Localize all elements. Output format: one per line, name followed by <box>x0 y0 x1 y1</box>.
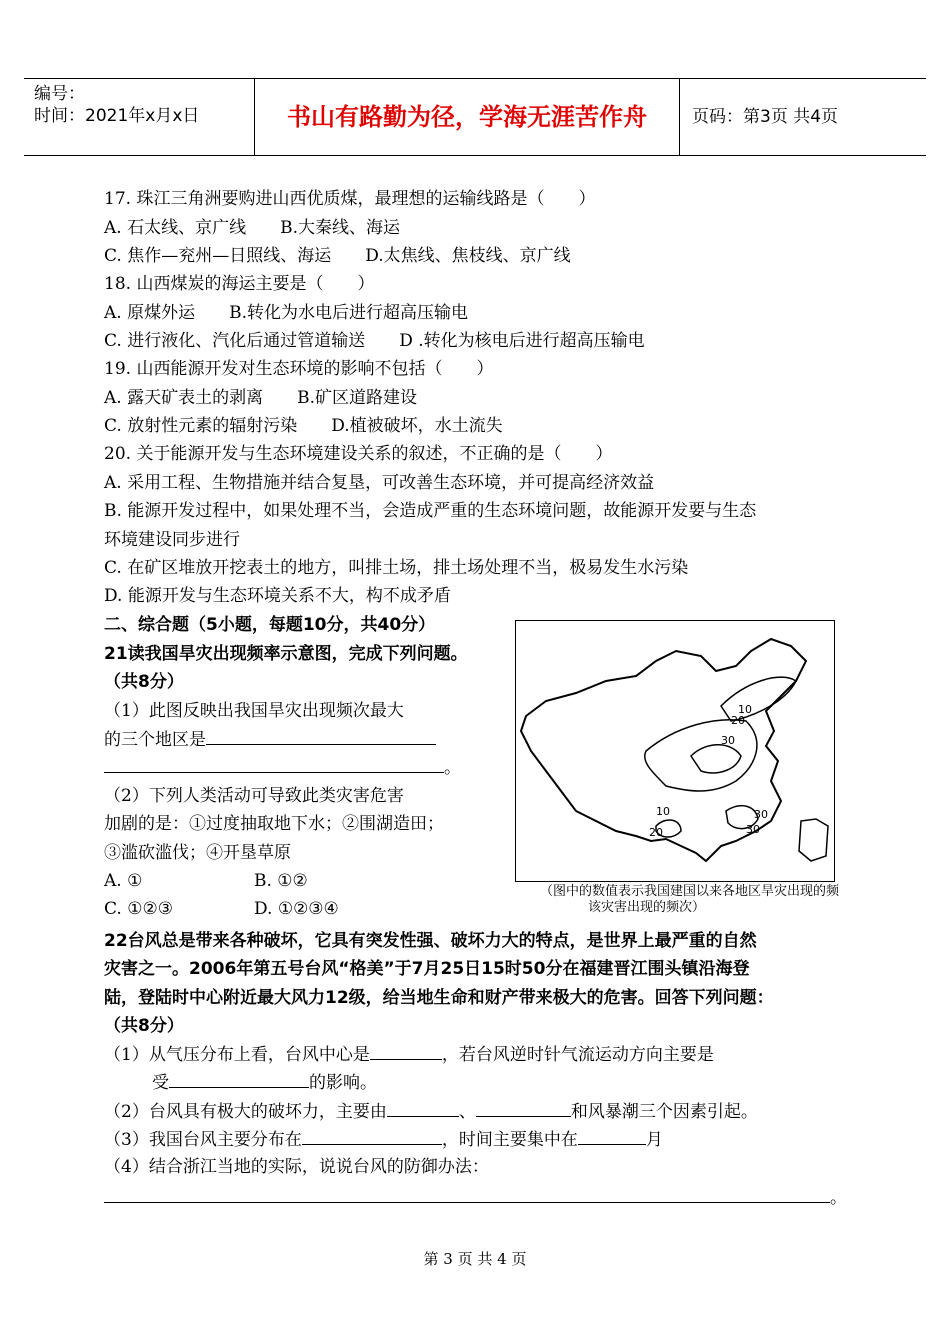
question-21-options-cd <box>104 898 339 920</box>
question-22-part1 <box>104 1043 714 1066</box>
question-21-part2-cont2: ③滥砍滥伐；④开垦草原 <box>104 843 291 863</box>
question-19-options-cd: C. 放射性元素的辐射污染 D.植被破坏，水土流失 <box>104 416 503 436</box>
question-19-stem: 19. 山西能源开发对生态环境的影响不包括（ ） <box>104 359 494 379</box>
period: 。 <box>444 758 461 778</box>
question-22-part1-cont <box>152 1071 377 1094</box>
question-22-line2: 灾害之一。2006年第五号台风“格美”于7月25日15时50分在福建晋江围头镇沿海登 <box>104 959 750 979</box>
map-caption-line2: 该灾害出现的频次） <box>588 900 706 915</box>
question-21-part1-label: 的三个地区是 <box>104 730 206 750</box>
header-motto: 书山有路勤为径，学海无涯苦作舟 <box>287 103 647 131</box>
contour-label: 20 <box>649 826 663 839</box>
question-19-options-ab: A. 露天矿表土的剥离 B.矿区道路建设 <box>104 388 417 408</box>
question-18-stem: 18. 山西煤炭的海运主要是（ ） <box>104 274 375 294</box>
question-21-part2: （2）下列人类活动可导致此类灾害危害 <box>104 786 404 806</box>
question-22-part2-sep: 、 <box>458 1102 476 1122</box>
question-20-option-d: D. 能源开发与生态环境关系不大，构不成矛盾 <box>104 586 451 606</box>
header-divider <box>679 79 680 155</box>
question-21-part1-answer-line-2 <box>104 756 461 779</box>
page-header <box>24 78 926 156</box>
map-caption-line1: （图中的数值表示我国建国以来各地区旱灾出现的频 <box>540 884 840 899</box>
answer-blank[interactable] <box>104 756 444 773</box>
china-map-outline <box>516 621 834 881</box>
section-2-title: 二、综合题（5小题，每题10分，共40分） <box>104 615 436 635</box>
question-17-stem: 17. 珠江三角洲要购进山西优质煤，最理想的运输线路是（ ） <box>104 189 596 209</box>
answer-blank[interactable] <box>578 1128 646 1145</box>
question-20-option-c: C. 在矿区堆放开挖表土的地方，叫排土场，排土场处理不当，极易发生水污染 <box>104 558 689 578</box>
question-18-options-cd: C. 进行液化、汽化后通过管道输送 D .转化为核电后进行超高压输电 <box>104 331 645 351</box>
question-22-part1-text: （1）从气压分布上看，台风中心是 <box>104 1045 370 1065</box>
question-22-part2-text2: 和风暴潮三个因素引起。 <box>570 1102 758 1122</box>
question-22-points: （共8分） <box>104 1016 184 1036</box>
question-22-part3-text: （3）我国台风主要分布在 <box>104 1130 302 1150</box>
contour-label: 10 <box>738 703 752 716</box>
question-21-part1-answer-line <box>104 728 436 751</box>
question-21-title: 21读我国旱灾出现频率示意图，完成下列问题。 <box>104 644 468 664</box>
answer-blank[interactable] <box>302 1128 442 1145</box>
answer-blank[interactable] <box>206 728 436 745</box>
map-caption <box>540 884 839 916</box>
question-17-options-cd: C. 焦作—兖州—日照线、海运 D.太焦线、焦枝线、京广线 <box>104 246 571 266</box>
question-22-part2-text: （2）台风具有极大的破坏力，主要由 <box>104 1102 387 1122</box>
question-20-option-a: A. 采用工程、生物措施并结合复垦，可改善生态环境，并可提高经济效益 <box>104 473 655 493</box>
option-b: B. ①② <box>254 871 308 891</box>
answer-blank[interactable] <box>169 1071 309 1088</box>
answer-blank[interactable] <box>476 1100 571 1117</box>
question-20-stem: 20. 关于能源开发与生态环境建设关系的叙述，不正确的是（ ） <box>104 444 613 464</box>
option-c: C. ①②③ <box>104 899 173 919</box>
question-17-options-ab: A. 石太线、京广线 B.大秦线、海运 <box>104 218 400 238</box>
question-18-options-ab: A. 原煤外运 B.转化为水电后进行超高压输电 <box>104 303 468 323</box>
contour-label: 20 <box>731 714 745 727</box>
question-22-part1-text3: 受 <box>152 1073 169 1093</box>
number-label: 编号： <box>34 84 85 104</box>
option-d: D. ①②③④ <box>254 899 339 919</box>
contour-label: 10 <box>656 805 670 818</box>
question-22-part3-text3: 月 <box>645 1130 663 1150</box>
contour-label: 30 <box>721 734 735 747</box>
question-22-part1-text4: 的影响。 <box>309 1073 377 1093</box>
time-label: 时间：2021年x月x日 <box>34 106 200 126</box>
question-22-part3-text2: ，时间主要集中在 <box>441 1130 578 1150</box>
option-a: A. ① <box>104 871 143 891</box>
question-22-part4-answer <box>104 1186 847 1209</box>
header-meta <box>34 79 254 155</box>
period: 。 <box>830 1188 847 1208</box>
contour-label: 30 <box>754 808 768 821</box>
question-22-line1: 22台风总是带来各种破坏，它具有突发性强、破坏力大的特点，是世界上最严重的自然 <box>104 931 757 951</box>
question-21-points: （共8分） <box>104 672 184 692</box>
drought-frequency-map <box>515 620 835 882</box>
contour-label: 30 <box>746 823 760 836</box>
question-21-part2-cont: 加剧的是：①过度抽取地下水；②围湖造田； <box>104 814 444 834</box>
answer-blank[interactable] <box>370 1043 442 1060</box>
question-21-options-ab <box>104 870 308 892</box>
question-22-part1-text2: ，若台风逆时针气流运动方向主要是 <box>441 1045 714 1065</box>
question-22-part2 <box>104 1100 758 1123</box>
answer-blank[interactable] <box>387 1100 459 1117</box>
answer-blank[interactable] <box>104 1186 830 1203</box>
question-21-part1: （1）此图反映出我国旱灾出现频次最大 <box>104 701 404 721</box>
question-20-option-b: B. 能源开发过程中，如果处理不当，会造成严重的生态环境问题，故能源开发要与生态 <box>104 501 757 521</box>
question-22-line3: 陆，登陆时中心附近最大风力12级，给当地生命和财产带来极大的危害。回答下列问题： <box>104 988 774 1008</box>
question-20-option-b-cont: 环境建设同步进行 <box>104 530 240 550</box>
page-footer: 第 3 页 共 4 页 <box>423 1250 527 1268</box>
page-info: 页码：第3页 共4页 <box>692 107 839 127</box>
question-22-part4: （4）结合浙江当地的实际，说说台风的防御办法： <box>104 1157 489 1177</box>
question-22-part3 <box>104 1128 663 1151</box>
